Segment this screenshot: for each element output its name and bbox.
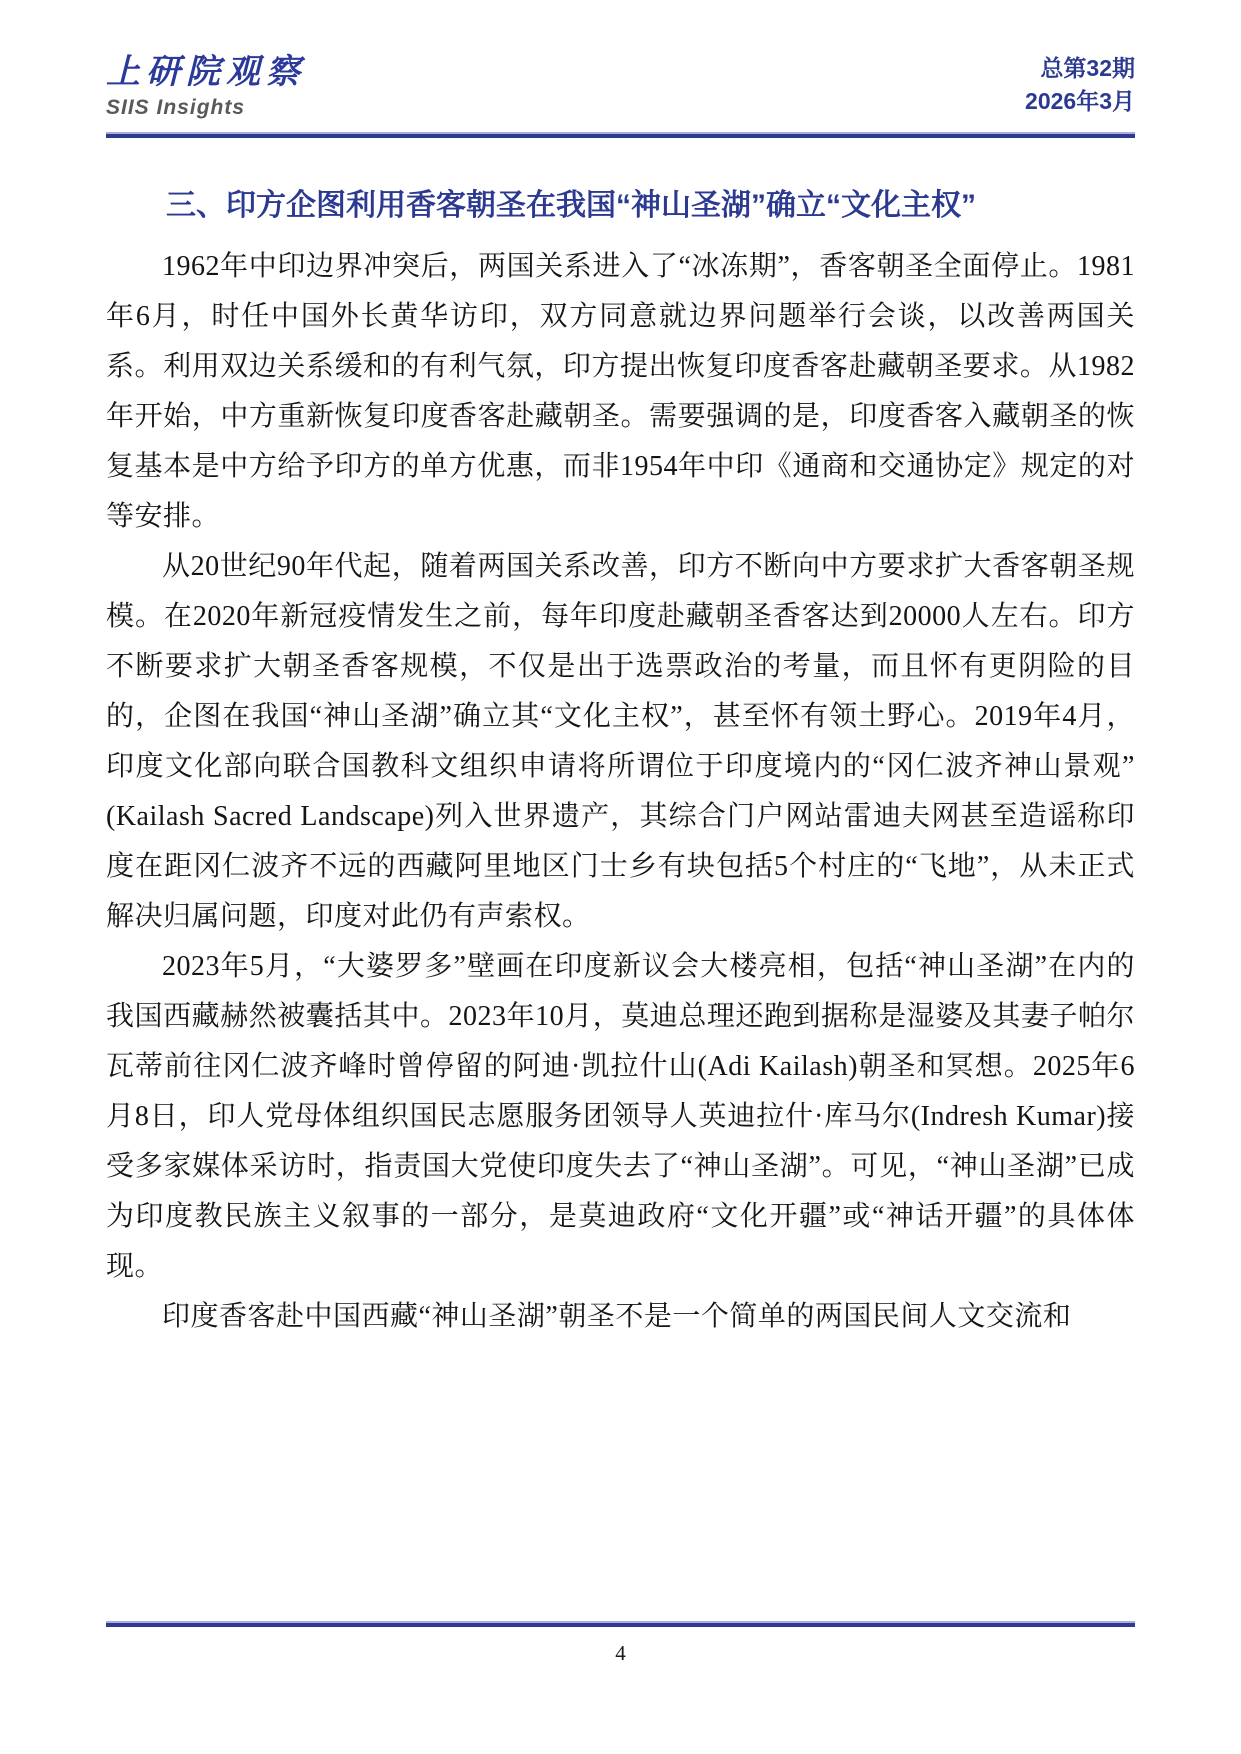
body-paragraph: 2023年5月，“大婆罗多”壁画在印度新议会大楼亮相，包括“神山圣湖”在内的我国西藏赫然被囊括其中。2023年10月，莫迪总理还跑到据称是湿婆及其妻子帕尔瓦蒂前往冈仁波齐峰时曾停留的阿迪·凯拉什山(Adi Kailash)朝圣和冥想。2025年6月8日，印人党母体组织国民志愿服务团领导人英迪拉什·库马尔(Indresh Kumar)接受多家媒体采访时，指责国大党使印度失去了“神山圣湖”。可见，“神山圣湖”已成为印度教民族主义叙事的一部分，是莫迪政府“文化开疆”或“神话开疆”的具体体现。 [106,951,1135,1282]
body-paragraph: 从20世纪90年代起，随着两国关系改善，印方不断向中方要求扩大香客朝圣规模。在2020年新冠疫情发生之前，每年印度赴藏朝圣香客达到20000人左右。印方不断要求扩大朝圣香客规模，不仅是出于选票政治的考量，而且怀有更阴险的目的，企图在我国“神山圣湖”确立其“文化主权”，甚至怀有领土野心。2019年4月，印度文化部向联合国教科文组织申请将所谓位于印度境内的“冈仁波齐神山景观”(Kailash Sacred Landscape)列入世界遗产，其综合门户网站雷迪夫网甚至造谣称印度在距冈仁波齐不远的西藏阿里地区门士乡有块包括5个村庄的“飞地”，从未正式解决归属问题，印度对此仍有声索权。 [106,551,1135,932]
issue-date: 2026年3月 [1025,88,1135,114]
header-rule [106,132,1135,138]
footer-rule [106,1621,1135,1627]
issue-number: 总第32期 [1040,55,1135,81]
issue-info [1025,52,1135,118]
body-paragraph: 印度香客赴中国西藏“神山圣湖”朝圣不是一个简单的两国民间人文交流和 [162,1301,1072,1332]
publication-logo [106,52,306,119]
page-footer [106,1621,1135,1666]
logo-chinese-title: 上研院观察 [106,52,306,92]
page-number: 4 [615,1641,626,1665]
article-body [106,184,1135,1342]
page-header [0,0,1241,118]
section-title: 三、印方企图利用香客朝圣在我国“神山圣湖”确立“文化主权” [166,189,976,222]
body-paragraph: 1962年中印边界冲突后，两国关系进入了“冰冻期”，香客朝圣全面停止。1981年6月，时任中国外长黄华访印，双方同意就边界问题举行会谈，以改善两国关系。利用双边关系缓和的有利气氛，印方提出恢复印度香客赴藏朝圣要求。从1982年开始，中方重新恢复印度香客赴藏朝圣。需要强调的是，印度香客入藏朝圣的恢复基本是中方给予印方的单方优惠，而非1954年中印《通商和交通协定》规定的对等安排。 [106,251,1135,532]
logo-english-title: SIIS Insights [106,96,246,119]
